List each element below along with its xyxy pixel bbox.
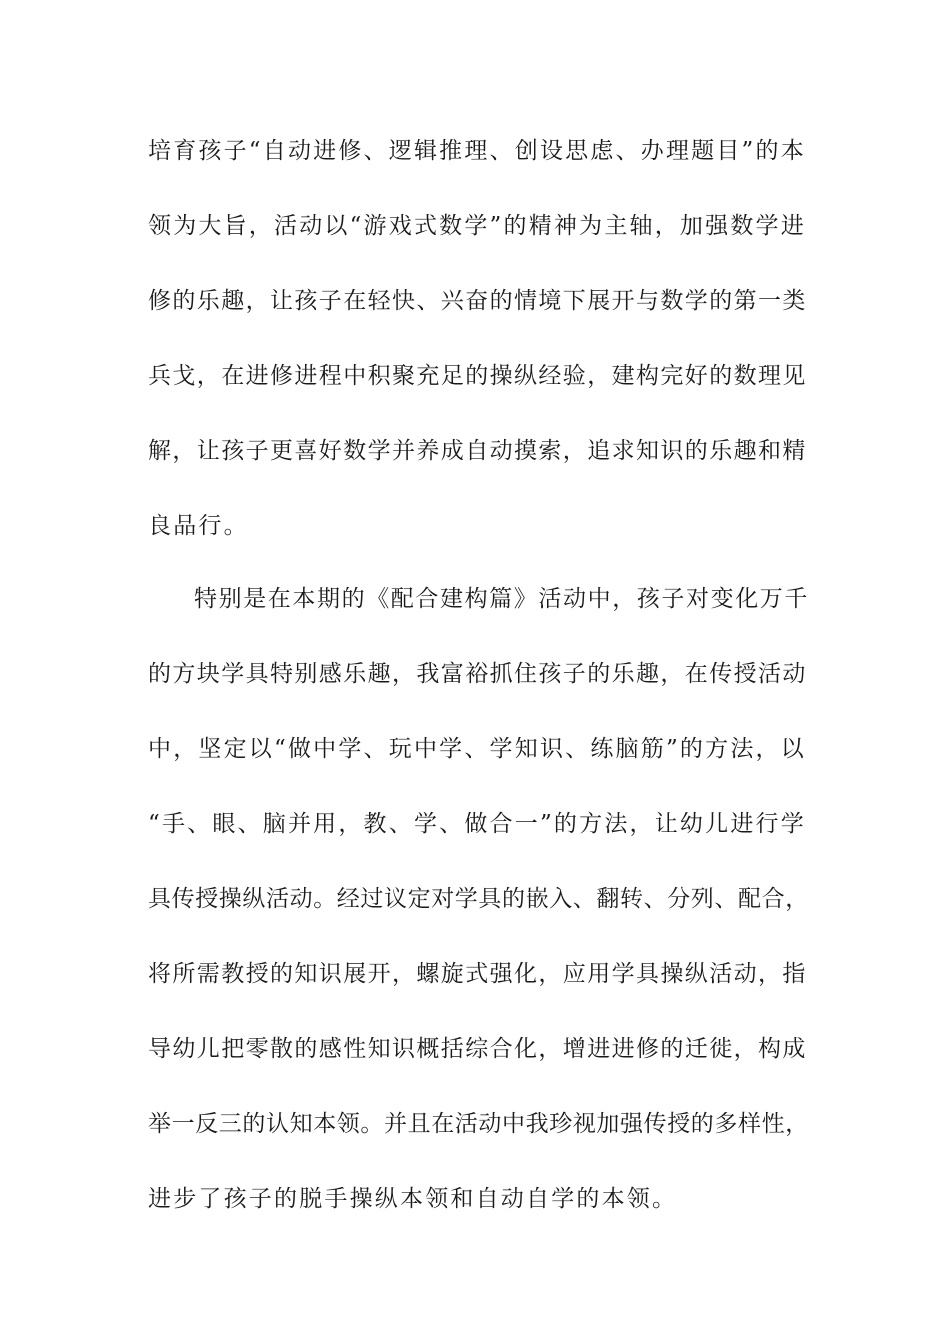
paragraph-line: 良品行。 xyxy=(148,513,249,539)
paragraph-line: 中，坚定以“做中学、玩中学、学知识、练脑筋”的方法，以 xyxy=(148,736,806,762)
paragraph-line: 修的乐趣，让孩子在轻快、兴奋的情境下展开与数学的第一类 xyxy=(148,288,807,314)
paragraph-line: 的方块学具特别感乐趣，我富裕抓住孩子的乐趣，在传授活动 xyxy=(148,661,807,687)
paragraph-line: 具传授操纵活动。经过议定对学具的嵌入、翻转、分列、配合， xyxy=(148,886,809,912)
paragraph-line: 进步了孩子的脱手操纵本领和自动自学的本领。 xyxy=(148,1186,678,1212)
paragraph-line: 领为大旨，活动以“游戏式数学”的精神为主轴，加强数学进 xyxy=(148,213,806,239)
paragraph-line: 将所需教授的知识展开，螺旋式强化，应用学具操纵活动，指 xyxy=(148,961,807,987)
paragraph-line: 举一反三的认知本领。并且在活动中我珍视加强传授的多样性， xyxy=(148,1111,809,1137)
paragraph-line: 特别是在本期的《配合建构篇》活动中，孩子对变化万千 xyxy=(194,586,809,612)
paragraph-line: 兵戈，在进修进程中积聚充足的操纵经验，建构完好的数理见 xyxy=(148,363,807,389)
paragraph-line: 解，让孩子更喜好数学并养成自动摸索，追求知识的乐趣和精 xyxy=(148,438,807,464)
paragraph-line: 导幼儿把零散的感性知识概括综合化，增进进修的迁徙，构成 xyxy=(148,1036,807,1062)
paragraph-line: “手、眼、脑并用，教、学、做合一”的方法，让幼儿进行学 xyxy=(148,811,806,837)
paragraph-line: 培育孩子“自动进修、逻辑推理、创设思虑、办理题目”的本 xyxy=(148,138,806,164)
